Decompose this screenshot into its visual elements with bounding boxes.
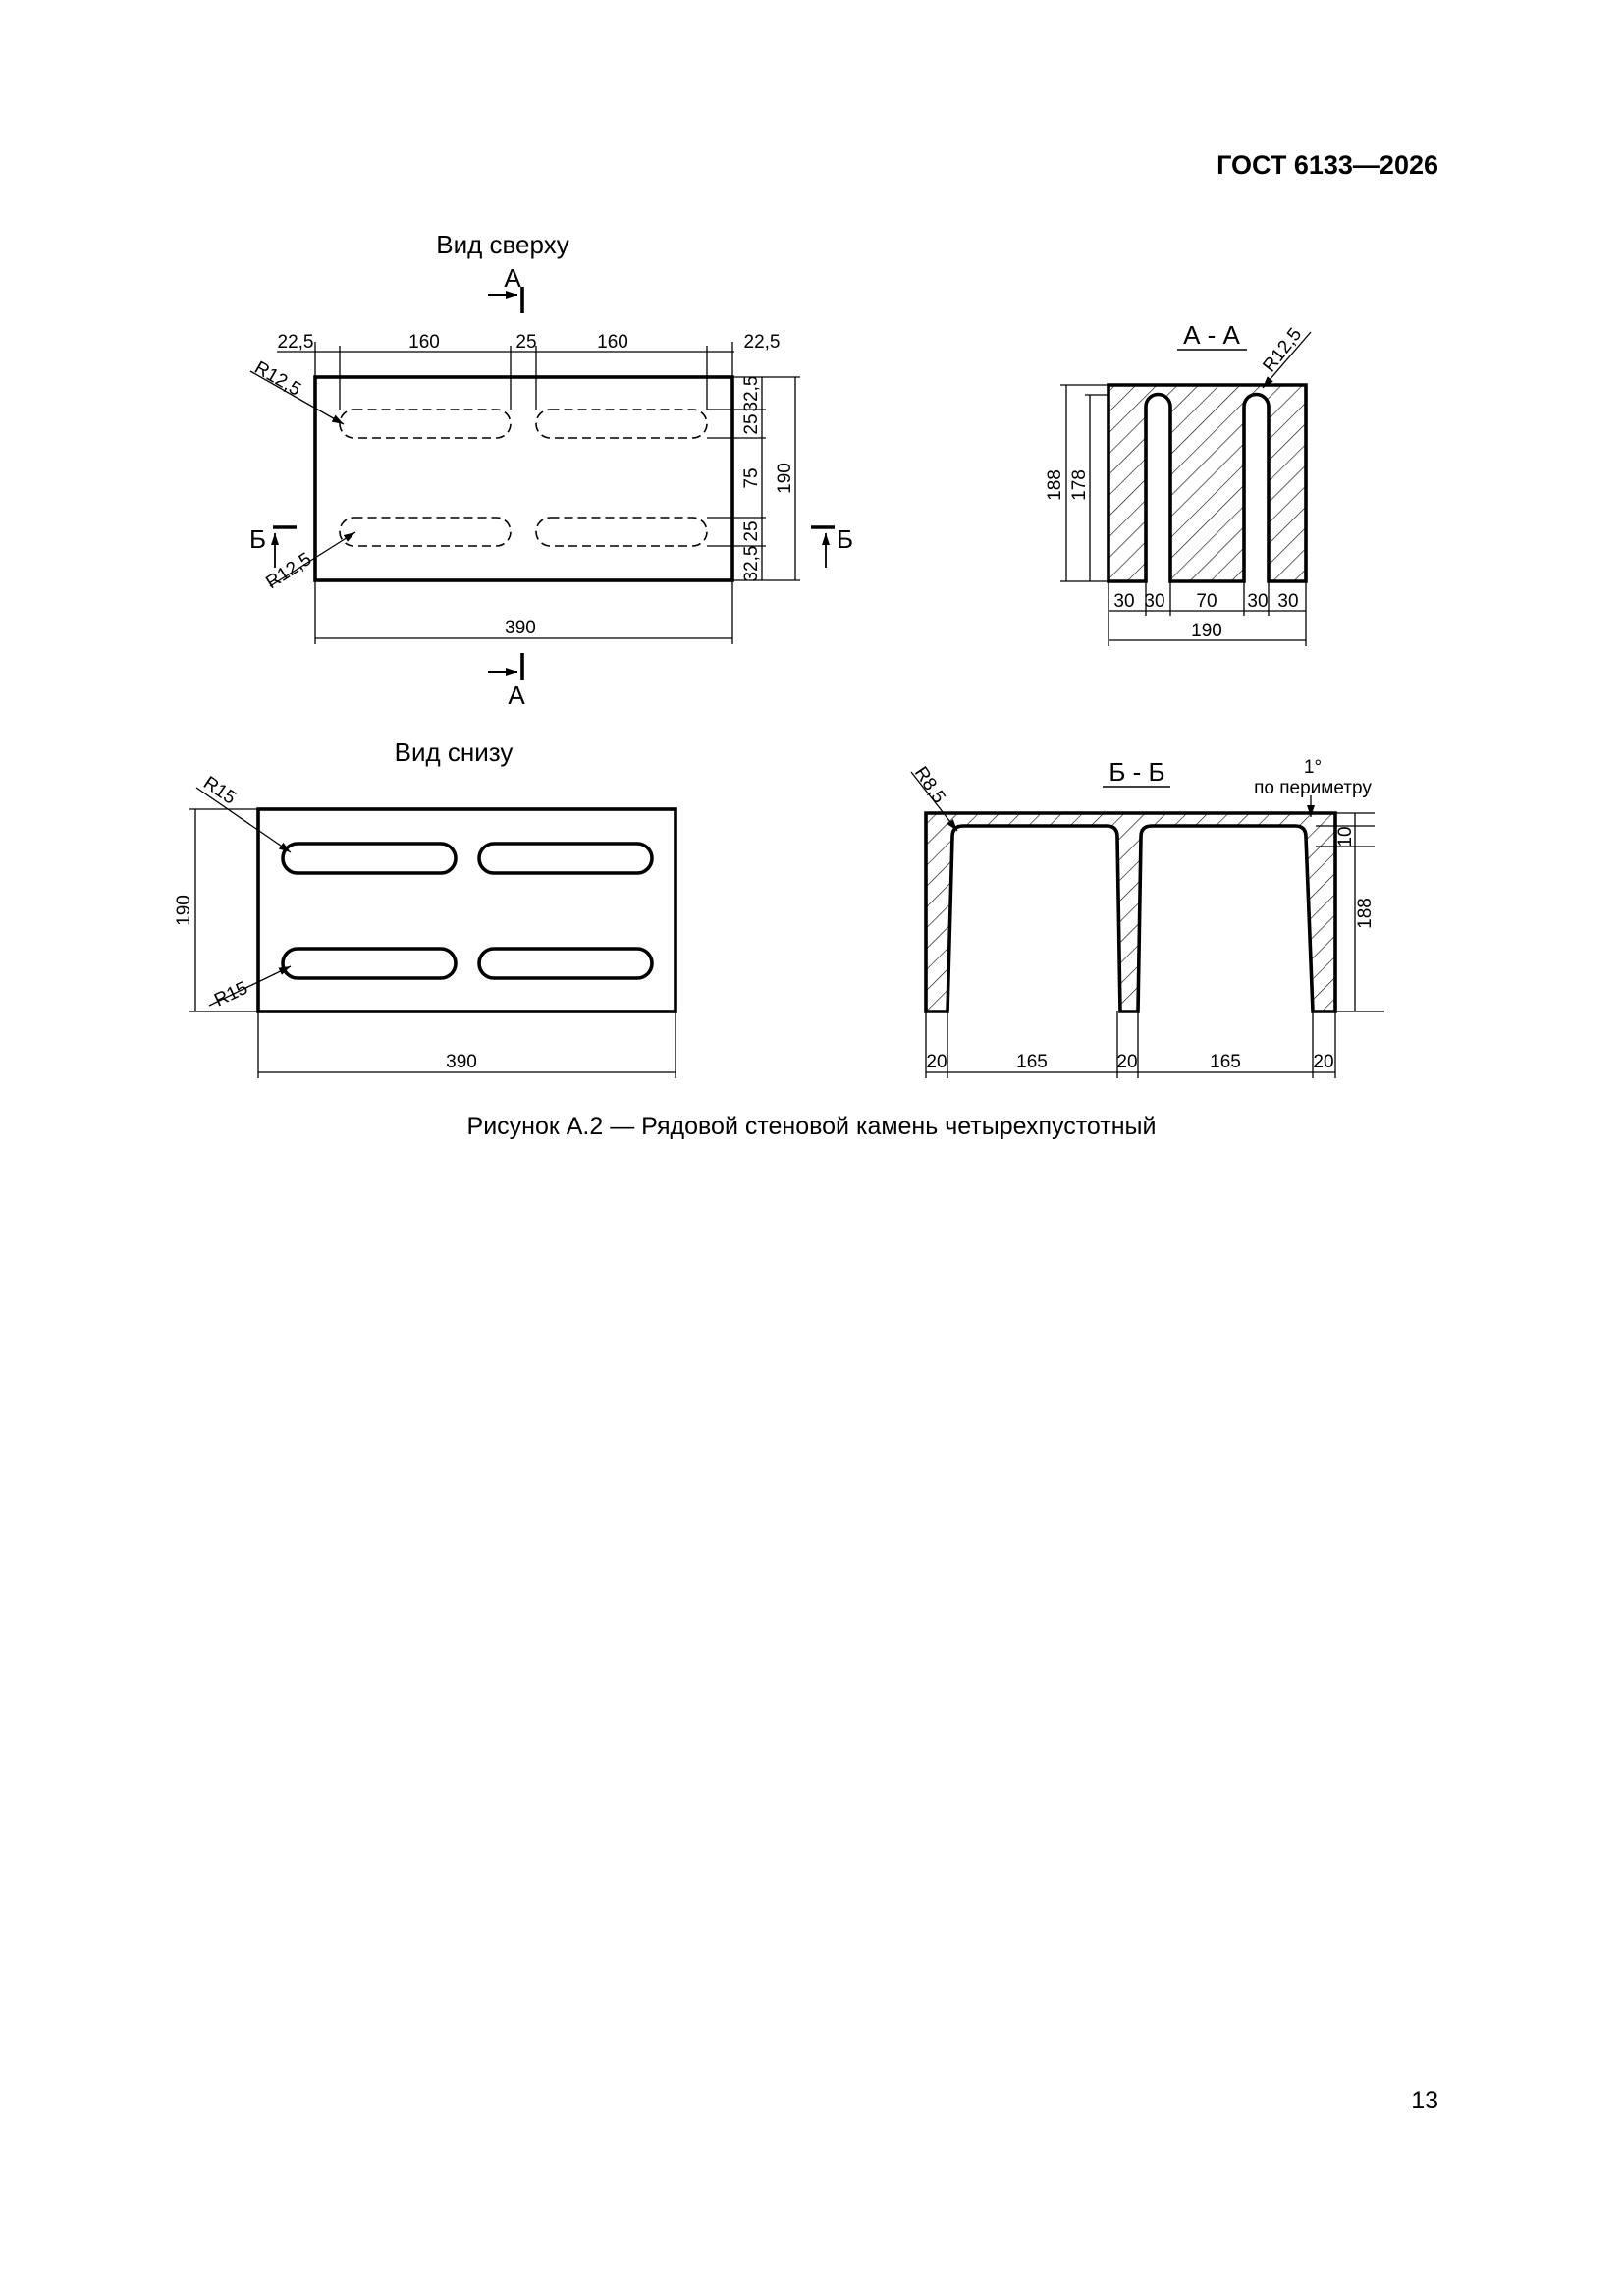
section-b-label-left: Б	[249, 524, 267, 554]
top-void-3	[340, 518, 511, 546]
bottom-void-1	[283, 844, 456, 873]
dim-aa-width-2: 30	[1144, 591, 1165, 612]
section-aa-view	[1045, 320, 1311, 646]
bb-taper: 1°	[1303, 757, 1323, 778]
bottom-radius-1: R15	[199, 772, 240, 809]
bottom-void-3	[283, 949, 456, 978]
section-bb-title: Б - Б	[1109, 757, 1165, 787]
top-view-block-outline	[315, 377, 732, 580]
bottom-view-title: Вид снизу	[394, 738, 514, 767]
bottom-view	[174, 738, 676, 1078]
dim-bb-width-3: 20	[1116, 1052, 1138, 1072]
dim-top-width-5: 22,5	[743, 332, 781, 353]
dim-top-height-4: 25	[741, 520, 762, 542]
dim-bottom-total-length: 390	[446, 1052, 477, 1072]
dim-top-width-2: 160	[408, 332, 440, 353]
dim-aa-width-1: 30	[1113, 591, 1135, 612]
page-header: ГОСТ 6133—2026	[1217, 150, 1438, 180]
top-void-2	[536, 410, 707, 438]
dim-bb-width-5: 20	[1313, 1052, 1334, 1072]
dim-aa-height-2: 178	[1069, 469, 1090, 501]
dim-top-width-3: 25	[515, 332, 537, 353]
dim-aa-height-1: 188	[1045, 469, 1065, 501]
bottom-view-block-outline	[258, 809, 676, 1011]
top-view	[249, 230, 853, 710]
dim-top-height-3: 75	[741, 467, 762, 489]
dim-top-width-1: 22,5	[277, 332, 314, 353]
bb-radius: R8,5	[909, 763, 949, 808]
aa-radius: R12,5	[1259, 324, 1307, 377]
dim-bb-width-4: 165	[1210, 1052, 1241, 1072]
page-number: 13	[1411, 2087, 1438, 2114]
top-void-4	[536, 518, 707, 546]
section-a-label-top: А	[504, 263, 521, 293]
bottom-radius-2: R15	[211, 977, 251, 1011]
dim-aa-width-5: 30	[1277, 591, 1299, 612]
dim-bb-height-1: 10	[1335, 826, 1356, 847]
dim-bottom-total-height: 190	[174, 895, 194, 926]
dim-bb-width-2: 165	[1016, 1052, 1048, 1072]
section-b-label-right: Б	[837, 524, 854, 554]
bottom-void-4	[479, 949, 652, 978]
top-view-title: Вид сверху	[436, 230, 569, 259]
dim-top-width-4: 160	[597, 332, 628, 353]
dim-top-height-2: 25	[741, 413, 762, 435]
bb-taper-note: по периметру	[1254, 778, 1372, 798]
dim-top-height-5: 32,5	[741, 545, 762, 582]
figure-caption: Рисунок А.2 — Рядовой стеновой камень четырехпустотный	[466, 1113, 1157, 1140]
section-aa-profile	[1109, 385, 1306, 581]
section-bb-profile	[926, 813, 1335, 1011]
bottom-void-2	[479, 844, 652, 873]
dim-top-total-height: 190	[775, 463, 795, 494]
top-radius-2: R12,5	[262, 548, 316, 594]
section-a-label-bottom: А	[508, 681, 525, 710]
dim-bb-width-1: 20	[926, 1052, 947, 1072]
dim-aa-width-3: 70	[1196, 591, 1217, 612]
dim-top-total-length: 390	[505, 618, 536, 638]
dim-top-height-1: 32,5	[741, 375, 762, 412]
section-aa-title: А - А	[1183, 320, 1240, 350]
dim-aa-total-width: 190	[1191, 621, 1222, 641]
top-radius-1: R12,5	[250, 357, 304, 401]
section-bb-view	[910, 757, 1384, 1078]
top-void-1	[340, 410, 511, 438]
dim-bb-height-2: 188	[1355, 898, 1376, 929]
dim-aa-width-4: 30	[1247, 591, 1269, 612]
